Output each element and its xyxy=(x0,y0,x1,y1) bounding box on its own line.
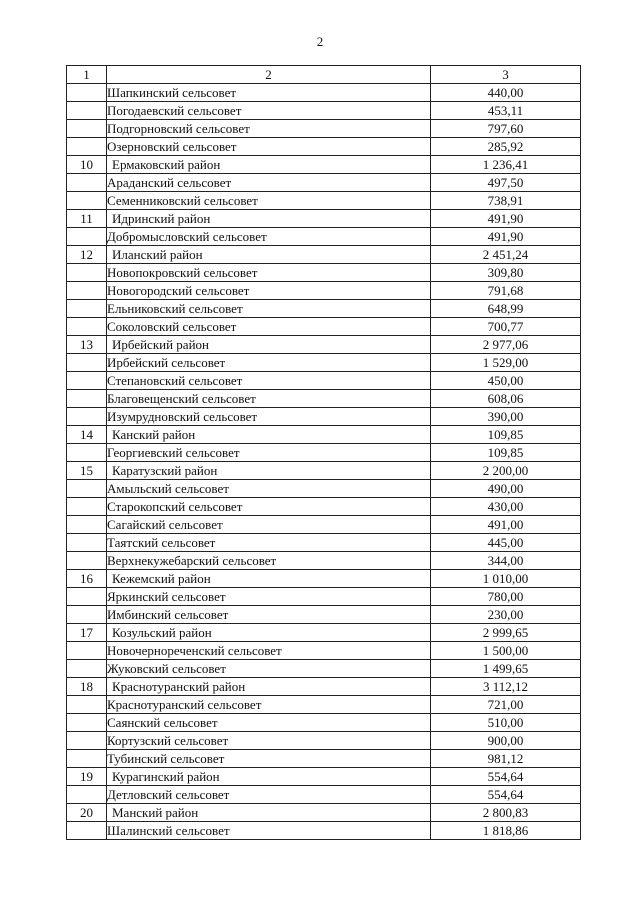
row-number-cell xyxy=(67,282,107,300)
table-row xyxy=(67,498,581,516)
row-value-cell: 109,85 xyxy=(431,444,581,462)
row-number-cell xyxy=(67,372,107,390)
row-number-cell xyxy=(67,732,107,750)
table-row xyxy=(67,696,581,714)
row-name-cell: Благовещенский сельсовет xyxy=(107,390,431,408)
row-value-cell: 109,85 xyxy=(431,426,581,444)
row-name-cell: Детловский сельсовет xyxy=(107,786,431,804)
row-number-cell: 10 xyxy=(67,156,107,174)
row-value-cell: 440,00 xyxy=(431,84,581,102)
table-row xyxy=(67,300,581,318)
row-number-cell xyxy=(67,786,107,804)
row-name-cell: Новочернореченский сельсовет xyxy=(107,642,431,660)
table-row xyxy=(67,732,581,750)
row-number-cell xyxy=(67,534,107,552)
row-number-cell xyxy=(67,750,107,768)
row-name-cell: Каратузский район xyxy=(107,462,431,480)
row-name-cell: Изумрудновский сельсовет xyxy=(107,408,431,426)
table-row xyxy=(67,354,581,372)
row-name-cell: Добромысловский сельсовет xyxy=(107,228,431,246)
row-number-cell xyxy=(67,498,107,516)
table-row xyxy=(67,678,581,696)
row-value-cell: 1 499,65 xyxy=(431,660,581,678)
row-number-cell xyxy=(67,444,107,462)
column-header-value: 3 xyxy=(431,66,581,84)
row-name-cell: Георгиевский сельсовет xyxy=(107,444,431,462)
row-name-cell: Новогородский сельсовет xyxy=(107,282,431,300)
table-row xyxy=(67,624,581,642)
table-row xyxy=(67,138,581,156)
table-row xyxy=(67,372,581,390)
table-row xyxy=(67,534,581,552)
page-number: 2 xyxy=(316,34,324,49)
row-name-cell: Краснотуранский сельсовет xyxy=(107,696,431,714)
row-name-cell: Иланский район xyxy=(107,246,431,264)
row-number-cell xyxy=(67,192,107,210)
row-number-cell xyxy=(67,120,107,138)
row-number-cell xyxy=(67,390,107,408)
row-value-cell: 2 451,24 xyxy=(431,246,581,264)
row-value-cell: 3 112,12 xyxy=(431,678,581,696)
row-number-cell xyxy=(67,552,107,570)
row-number-cell xyxy=(67,588,107,606)
row-value-cell: 797,60 xyxy=(431,120,581,138)
row-number-cell xyxy=(67,138,107,156)
row-name-cell: Саянский сельсовет xyxy=(107,714,431,732)
table-row xyxy=(67,750,581,768)
table-row xyxy=(67,390,581,408)
row-name-cell: Погодаевский сельсовет xyxy=(107,102,431,120)
table-row xyxy=(67,516,581,534)
table-row xyxy=(67,786,581,804)
row-value-cell: 285,92 xyxy=(431,138,581,156)
row-number-cell xyxy=(67,318,107,336)
table-row xyxy=(67,408,581,426)
row-value-cell: 554,64 xyxy=(431,768,581,786)
table-row xyxy=(67,156,581,174)
table-row xyxy=(67,462,581,480)
row-number-cell xyxy=(67,408,107,426)
row-number-cell xyxy=(67,354,107,372)
row-name-cell: Верхнекужебарский сельсовет xyxy=(107,552,431,570)
row-name-cell: Кортузский сельсовет xyxy=(107,732,431,750)
row-name-cell: Соколовский сельсовет xyxy=(107,318,431,336)
row-name-cell: Араданский сельсовет xyxy=(107,174,431,192)
row-value-cell: 1 010,00 xyxy=(431,570,581,588)
row-number-cell xyxy=(67,84,107,102)
row-number-cell xyxy=(67,606,107,624)
row-name-cell: Курагинский район xyxy=(107,768,431,786)
table-row xyxy=(67,84,581,102)
row-value-cell: 490,00 xyxy=(431,480,581,498)
table-row xyxy=(67,804,581,822)
row-number-cell: 19 xyxy=(67,768,107,786)
row-number-cell xyxy=(67,228,107,246)
row-name-cell: Канский район xyxy=(107,426,431,444)
table-row xyxy=(67,282,581,300)
row-value-cell: 608,06 xyxy=(431,390,581,408)
table-row xyxy=(67,246,581,264)
row-number-cell xyxy=(67,714,107,732)
row-value-cell: 554,64 xyxy=(431,786,581,804)
row-value-cell: 1 818,86 xyxy=(431,822,581,840)
row-name-cell: Ельниковский сельсовет xyxy=(107,300,431,318)
row-number-cell: 15 xyxy=(67,462,107,480)
row-value-cell: 497,50 xyxy=(431,174,581,192)
row-value-cell: 230,00 xyxy=(431,606,581,624)
row-name-cell: Ирбейский сельсовет xyxy=(107,354,431,372)
row-value-cell: 510,00 xyxy=(431,714,581,732)
row-name-cell: Идринский район xyxy=(107,210,431,228)
row-number-cell: 18 xyxy=(67,678,107,696)
row-number-cell xyxy=(67,480,107,498)
row-name-cell: Подгорновский сельсовет xyxy=(107,120,431,138)
row-number-cell xyxy=(67,264,107,282)
row-value-cell: 491,00 xyxy=(431,516,581,534)
row-value-cell: 648,99 xyxy=(431,300,581,318)
table-row xyxy=(67,318,581,336)
allocation-table xyxy=(66,65,581,840)
table-row xyxy=(67,642,581,660)
table-row xyxy=(67,426,581,444)
row-value-cell: 721,00 xyxy=(431,696,581,714)
table-row xyxy=(67,174,581,192)
row-name-cell: Семенниковский сельсовет xyxy=(107,192,431,210)
table-row xyxy=(67,210,581,228)
row-value-cell: 2 977,06 xyxy=(431,336,581,354)
row-value-cell: 450,00 xyxy=(431,372,581,390)
row-value-cell: 2 200,00 xyxy=(431,462,581,480)
table-row xyxy=(67,444,581,462)
row-value-cell: 1 236,41 xyxy=(431,156,581,174)
table-row xyxy=(67,552,581,570)
row-value-cell: 700,77 xyxy=(431,318,581,336)
row-name-cell: Сагайский сельсовет xyxy=(107,516,431,534)
row-value-cell: 2 800,83 xyxy=(431,804,581,822)
row-name-cell: Тубинский сельсовет xyxy=(107,750,431,768)
table-row xyxy=(67,480,581,498)
column-header-number: 1 xyxy=(67,66,107,84)
row-name-cell: Таятский сельсовет xyxy=(107,534,431,552)
row-number-cell: 11 xyxy=(67,210,107,228)
row-value-cell: 981,12 xyxy=(431,750,581,768)
row-number-cell xyxy=(67,300,107,318)
row-value-cell: 430,00 xyxy=(431,498,581,516)
row-value-cell: 791,68 xyxy=(431,282,581,300)
row-number-cell xyxy=(67,102,107,120)
row-name-cell: Степановский сельсовет xyxy=(107,372,431,390)
row-name-cell: Жуковский сельсовет xyxy=(107,660,431,678)
row-value-cell: 491,90 xyxy=(431,210,581,228)
table-row xyxy=(67,120,581,138)
table-row xyxy=(67,192,581,210)
row-name-cell: Старокопский сельсовет xyxy=(107,498,431,516)
row-number-cell xyxy=(67,660,107,678)
table-row xyxy=(67,714,581,732)
row-name-cell: Амыльский сельсовет xyxy=(107,480,431,498)
row-number-cell xyxy=(67,174,107,192)
row-name-cell: Имбинский сельсовет xyxy=(107,606,431,624)
row-number-cell: 17 xyxy=(67,624,107,642)
row-name-cell: Краснотуранский район xyxy=(107,678,431,696)
row-name-cell: Ирбейский район xyxy=(107,336,431,354)
table-row xyxy=(67,660,581,678)
row-number-cell: 12 xyxy=(67,246,107,264)
row-number-cell: 14 xyxy=(67,426,107,444)
row-value-cell: 344,00 xyxy=(431,552,581,570)
column-header-name: 2 xyxy=(107,66,431,84)
table-row xyxy=(67,606,581,624)
row-value-cell: 491,90 xyxy=(431,228,581,246)
row-value-cell: 900,00 xyxy=(431,732,581,750)
row-number-cell xyxy=(67,516,107,534)
row-value-cell: 453,11 xyxy=(431,102,581,120)
row-value-cell: 1 500,00 xyxy=(431,642,581,660)
table-row xyxy=(67,570,581,588)
row-value-cell: 1 529,00 xyxy=(431,354,581,372)
table-row xyxy=(67,588,581,606)
table-header-row xyxy=(67,66,581,84)
row-value-cell: 445,00 xyxy=(431,534,581,552)
row-name-cell: Манский район xyxy=(107,804,431,822)
row-value-cell: 309,80 xyxy=(431,264,581,282)
row-name-cell: Шапкинский сельсовет xyxy=(107,84,431,102)
row-name-cell: Кежемский район xyxy=(107,570,431,588)
row-value-cell: 780,00 xyxy=(431,588,581,606)
row-name-cell: Озерновский сельсовет xyxy=(107,138,431,156)
row-value-cell: 2 999,65 xyxy=(431,624,581,642)
table-row xyxy=(67,264,581,282)
row-number-cell: 16 xyxy=(67,570,107,588)
table-row xyxy=(67,336,581,354)
row-name-cell: Шалинский сельсовет xyxy=(107,822,431,840)
row-value-cell: 390,00 xyxy=(431,408,581,426)
row-number-cell xyxy=(67,822,107,840)
row-name-cell: Новопокровский сельсовет xyxy=(107,264,431,282)
row-value-cell: 738,91 xyxy=(431,192,581,210)
table-row xyxy=(67,822,581,840)
row-number-cell xyxy=(67,696,107,714)
table-body xyxy=(67,84,581,840)
row-number-cell xyxy=(67,642,107,660)
table-row xyxy=(67,102,581,120)
row-name-cell: Козульский район xyxy=(107,624,431,642)
row-number-cell: 20 xyxy=(67,804,107,822)
row-name-cell: Ермаковский район xyxy=(107,156,431,174)
table-row xyxy=(67,228,581,246)
row-number-cell: 13 xyxy=(67,336,107,354)
table-row xyxy=(67,768,581,786)
row-name-cell: Яркинский сельсовет xyxy=(107,588,431,606)
